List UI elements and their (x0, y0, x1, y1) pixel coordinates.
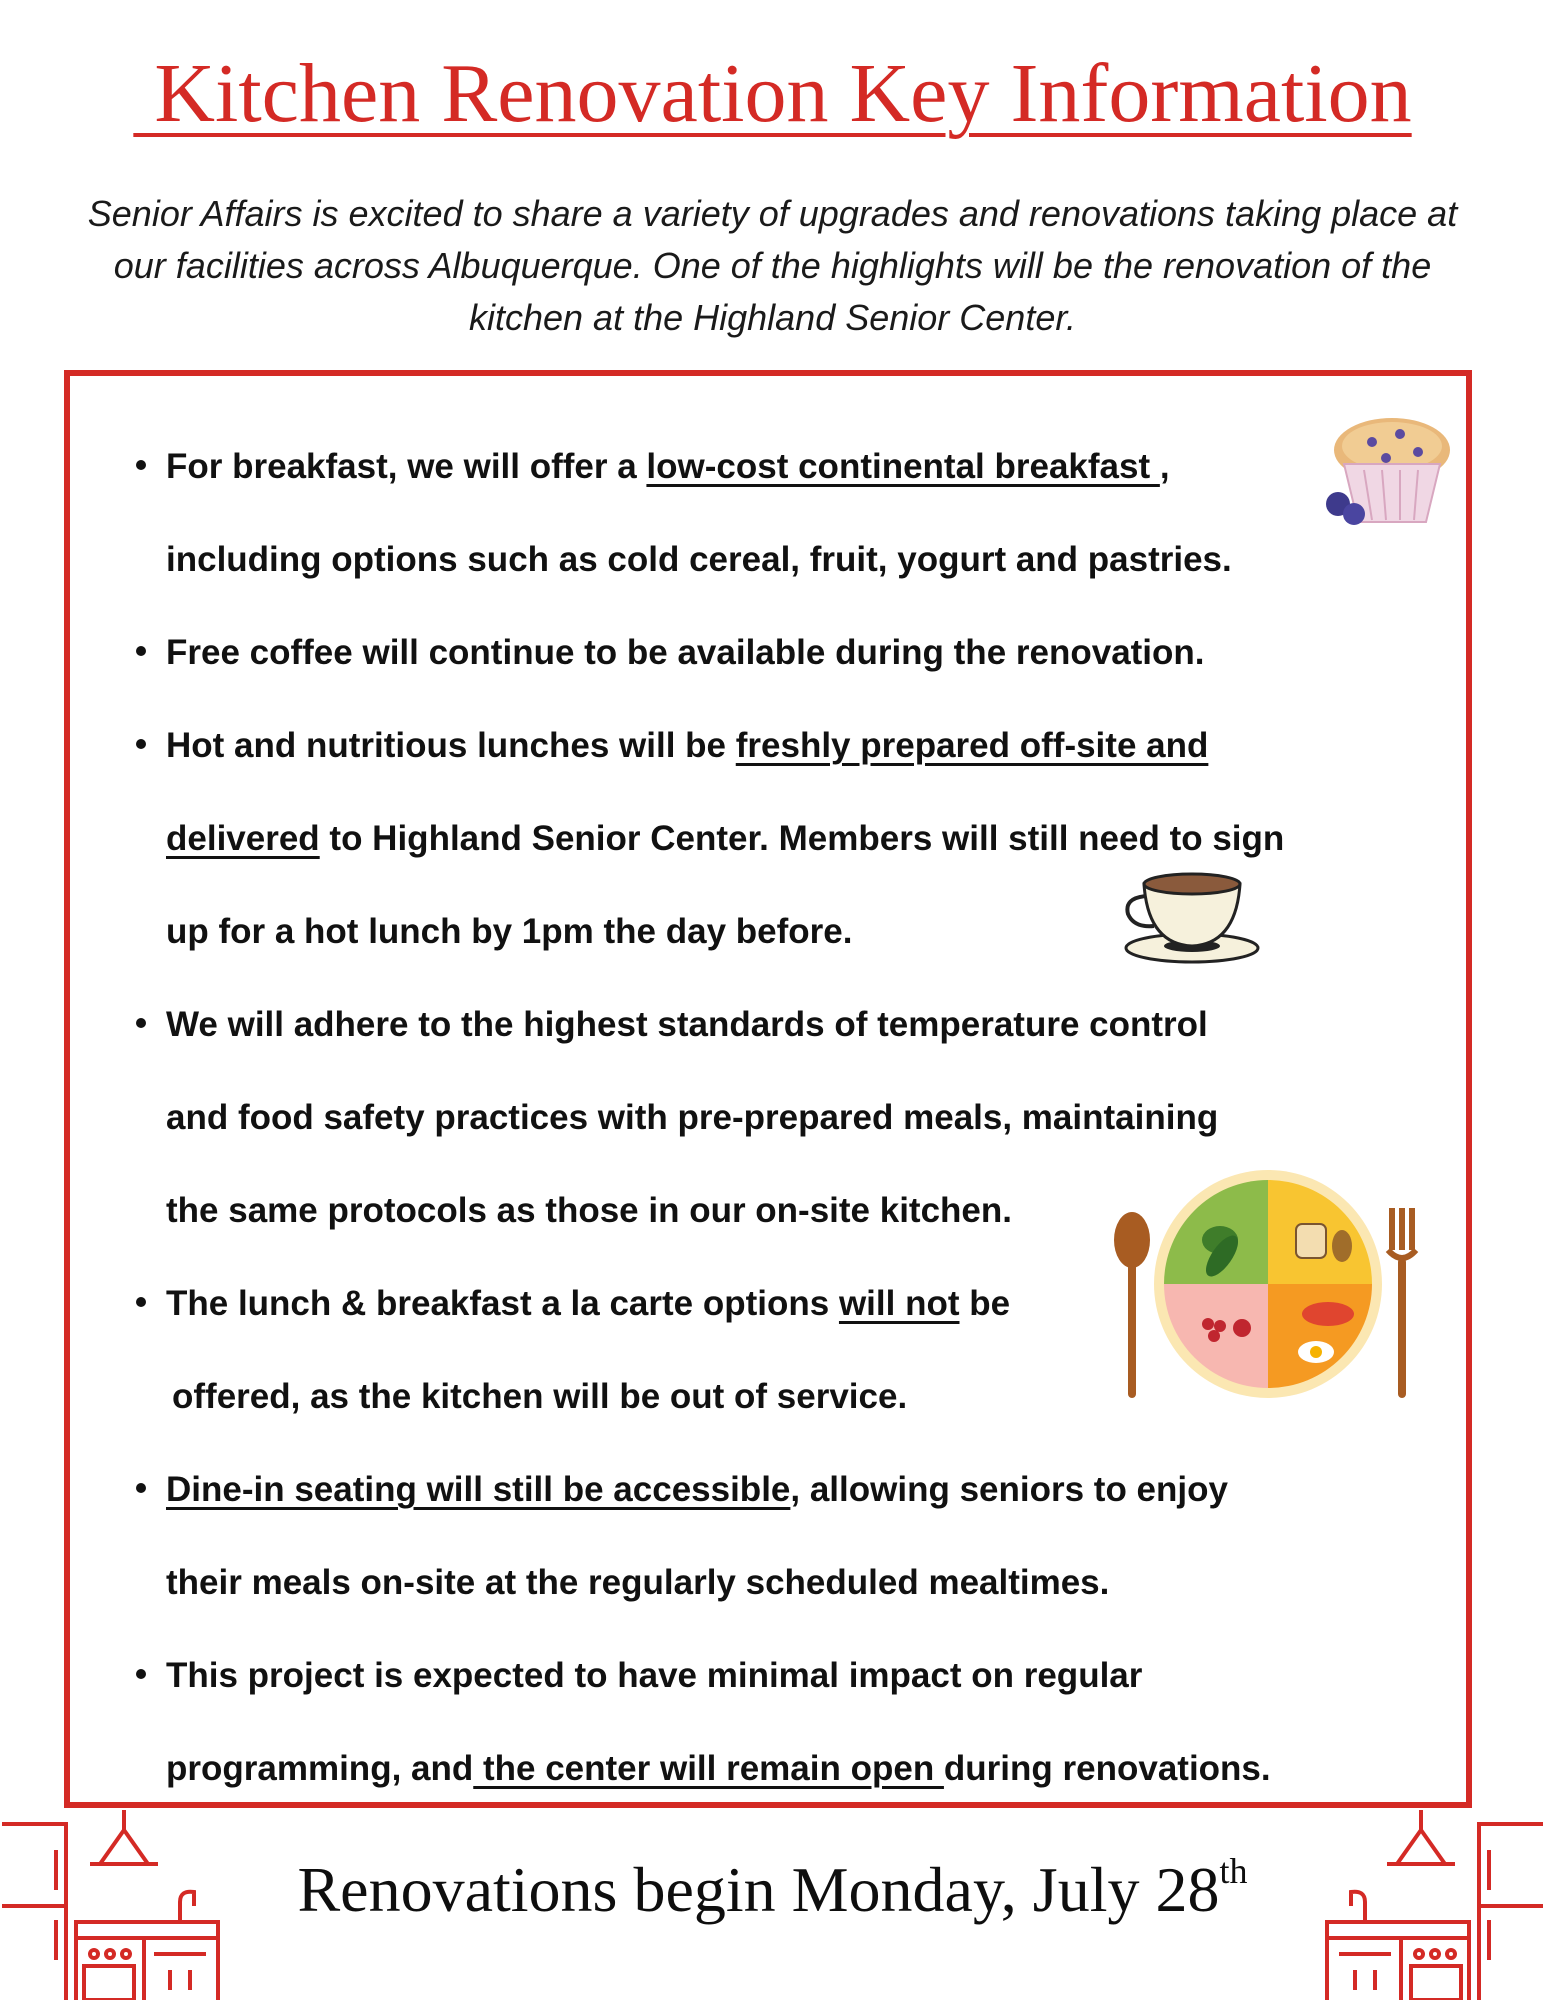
bullet-text: the same protocols as those in our on-site kitchen. (166, 1191, 1012, 1230)
bullet-line (166, 1071, 1426, 1164)
start-date-banner (0, 1850, 1545, 1927)
bullet-text: This project is expected to have minimal impact on regular (166, 1656, 1143, 1695)
underlined-text: the center will remain open (473, 1749, 944, 1788)
bullet-text: to Highland Senior Center. Members will still need to sign (319, 819, 1285, 858)
bullet-text: , allowing seniors to enjoy (790, 1470, 1228, 1509)
bullet-item (166, 1629, 1426, 1815)
bullet-text: programming, and (166, 1749, 474, 1788)
bullet-list (166, 420, 1426, 1815)
bullet-line (166, 420, 1426, 513)
bullet-text: offered, as the kitchen will be out of service. (172, 1377, 908, 1416)
underlined-text: Dine-in seating will still be accessible (166, 1470, 791, 1509)
bullet-line (166, 1722, 1426, 1815)
start-date-text: Renovations begin Monday, July 28 (297, 1854, 1220, 1925)
bullet-text: The lunch & breakfast a la carte options (166, 1284, 839, 1323)
bullet-line (166, 699, 1426, 792)
underlined-text: low-cost continental breakfast (646, 447, 1160, 486)
intro-text: Senior Affairs is excited to share a variety of upgrades and renovations taking place at our facilities across Albuquerque. One of the highlights will be the renovation of the kitchen at the Highland Senior Center. (87, 193, 1458, 338)
bullet-item (166, 606, 1426, 699)
date-suffix: th (1219, 1851, 1248, 1891)
bullet-text: be (959, 1284, 1011, 1323)
bullet-item (166, 420, 1426, 606)
bullet-text: Free coffee will continue to be available during the renovation. (166, 633, 1205, 672)
bullet-text: For breakfast, we will offer a (166, 447, 647, 486)
bullet-text: up for a hot lunch by 1pm the day before. (166, 912, 853, 951)
bullet-line (166, 513, 1426, 606)
bullet-line (166, 606, 1426, 699)
bullet-text: during renovations. (943, 1749, 1271, 1788)
food-plate-icon (1110, 1166, 1426, 1412)
underlined-text: delivered (166, 819, 320, 858)
bullet-text: including options such as cold cereal, fruit, yogurt and pastries. (166, 540, 1232, 579)
muffin-icon (1322, 412, 1454, 532)
coffee-cup-icon (1118, 870, 1266, 966)
bullet-item (166, 1443, 1426, 1629)
bullet-text: Hot and nutritious lunches will be (166, 726, 736, 765)
bullet-line (166, 1629, 1426, 1722)
bullet-line (166, 1536, 1426, 1629)
bullet-text: and food safety practices with pre-prepared meals, maintaining (166, 1098, 1219, 1137)
bullet-text: , (1159, 447, 1170, 486)
bullet-text: their meals on-site at the regularly scheduled mealtimes. (166, 1563, 1110, 1602)
bullet-text: We will adhere to the highest standards of temperature control (166, 1005, 1208, 1044)
bullet-line (166, 978, 1426, 1071)
bullet-line (166, 1443, 1426, 1536)
underlined-text: freshly prepared off-site and (735, 726, 1209, 765)
page-title: Kitchen Renovation Key Information (133, 47, 1412, 140)
underlined-text: will not (838, 1284, 960, 1323)
